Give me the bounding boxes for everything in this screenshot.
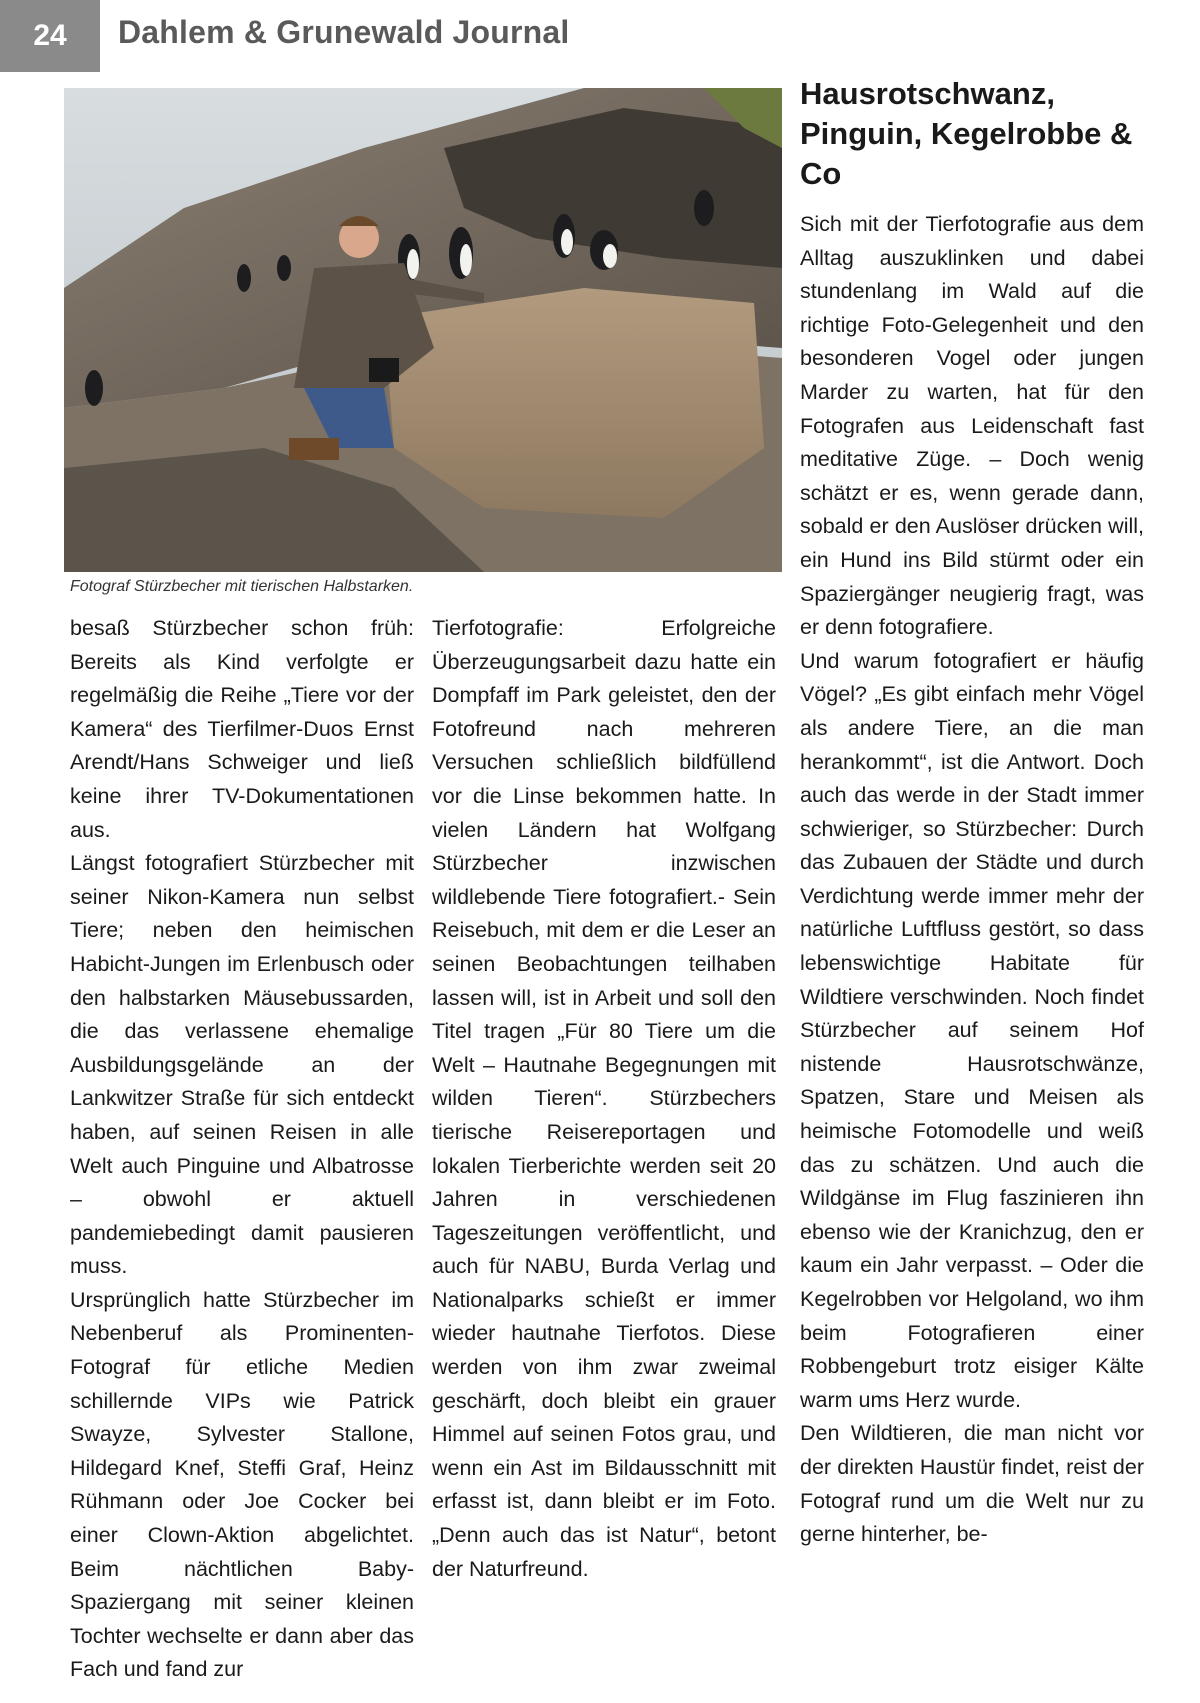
article-title: Hausrotschwanz, Pinguin, Kegelrobbe & Co bbox=[800, 76, 1133, 191]
paragraph: Ursprünglich hatte Stürzbecher im Nebenberuf als Prominenten-Fotograf für etliche Medien schillernde VIPs wie Patrick Swayze, Sylvester Stallone, Hildegard Knef, Steffi Graf, Heinz Rühmann oder Joe Cocker bei einer Clown-Aktion abgelichtet. Beim nächtlichen Baby-Spaziergang mit seiner kleinen Tochter wechselte er dann aber das Fach und fand zur bbox=[70, 1287, 414, 1682]
page-number: 24 bbox=[0, 0, 100, 72]
paragraph: Und warum fotografiert er häufig Vögel? „Es gibt einfach mehr Vögel als andere Tiere, an die man herankommt“, ist die Antwort. Doch auch das werde in der Stadt immer schwieriger, so Stürzbecher: Durch das Zubauen der Städte und durch Verdichtung werde immer mehr der natürliche Luftfluss gestört, so dass lebenswichtige Habitate für Wildtiere verschwinden. Noch findet Stürzbecher auf seinem Hof nistende Hausrotschwänze, Spatzen, Stare und Meisen als heimische Fotomodelle und weiß das zu schätzen. Und auch die Wildgänse im Flug faszinieren ihn ebenso wie der Kranichzug, den er kaum ein Jahr verpasst. – Oder die Kegelrobben vor Helgoland, wo ihm beim Fotografieren einer Robbengeburt trotz eisiger Kälte warm ums Herz wurde. bbox=[800, 648, 1144, 1412]
page-header bbox=[0, 0, 1200, 72]
article-column-1 bbox=[70, 612, 414, 1687]
article-column-3 bbox=[800, 208, 1144, 1552]
paragraph: Tierfotografie: Erfolgreiche Überzeugungsarbeit dazu hatte ein Dompfaff im Park geleistet, den der Fotofreund nach mehreren Versuchen schließlich bildfüllend vor die Linse bekommen hatte. In vielen Ländern hat Wolfgang Stürzbecher inzwischen wildlebende Tiere fotografiert.- Sein Reisebuch, mit dem er die Leser an seinen Beobachtungen teilhaben lassen will, ist in Arbeit und soll den Titel tragen „Für 80 Tiere um die Welt – Hautnahe Begegnungen mit wilden Tieren“. Stürzbechers tierische Reisereportagen und lokalen Tierberichte werden seit 20 Jahren in verschiedenen Tageszeitungen veröffentlicht, und auch für NABU, Burda Verlag und Nationalparks schießt er immer wieder hautnahe Tierfotos. Diese werden von ihm zwar zweimal geschärft, doch bleibt ein grauer Himmel auf seinen Fotos grau, und wenn ein Ast im Bildausschnitt mit erfasst ist, dann bleibt er im Foto. „Denn auch das ist Natur“, betont der Naturfreund. bbox=[432, 616, 776, 1581]
paragraph: Den Wildtieren, die man nicht vor der direkten Haustür findet, reist der Fotograf rund um die Welt nur zu gerne hinterher, be- bbox=[800, 1421, 1144, 1547]
article-photo bbox=[64, 88, 782, 572]
paragraph: besaß Stürzbecher schon früh: Bereits als Kind verfolgte er regelmäßig die Reihe „Tiere vor der Kamera“ des Tierfilmer-Duos Ernst Arendt/Hans Schweiger und ließ keine ihrer TV-Dokumentationen aus. bbox=[70, 616, 414, 842]
article-column-2 bbox=[432, 612, 776, 1586]
photo-caption: Fotograf Stürzbecher mit tierischen Halbstarken. bbox=[70, 578, 414, 595]
journal-title: Dahlem & Grunewald Journal bbox=[118, 14, 570, 50]
paragraph: Sich mit der Tierfotografie aus dem Alltag auszuklinken und dabei stundenlang im Wald auf die richtige Foto-Gelegenheit und den besonderen Vogel oder jungen Marder zu warten, hat für den Fotografen aus Leidenschaft fast meditative Züge. – Doch wenig schätzt er es, wenn gerade dann, sobald er den Auslöser drücken will, ein Hund ins Bild stürmt oder ein Spaziergänger neugierig fragt, was er denn fotografiere. bbox=[800, 212, 1144, 640]
paragraph: Längst fotografiert Stürzbecher mit seiner Nikon-Kamera nun selbst Tiere; neben den heimischen Habicht-Jungen im Erlenbusch oder den halbstarken Mäusebussarden, die das verlassene ehemalige Ausbildungsgelände an der Lankwitzer Straße für sich entdeckt haben, auf seinen Reisen in alle Welt auch Pinguine und Albatrosse – obwohl er aktuell pandemiebedingt damit pausieren muss. bbox=[70, 851, 414, 1279]
